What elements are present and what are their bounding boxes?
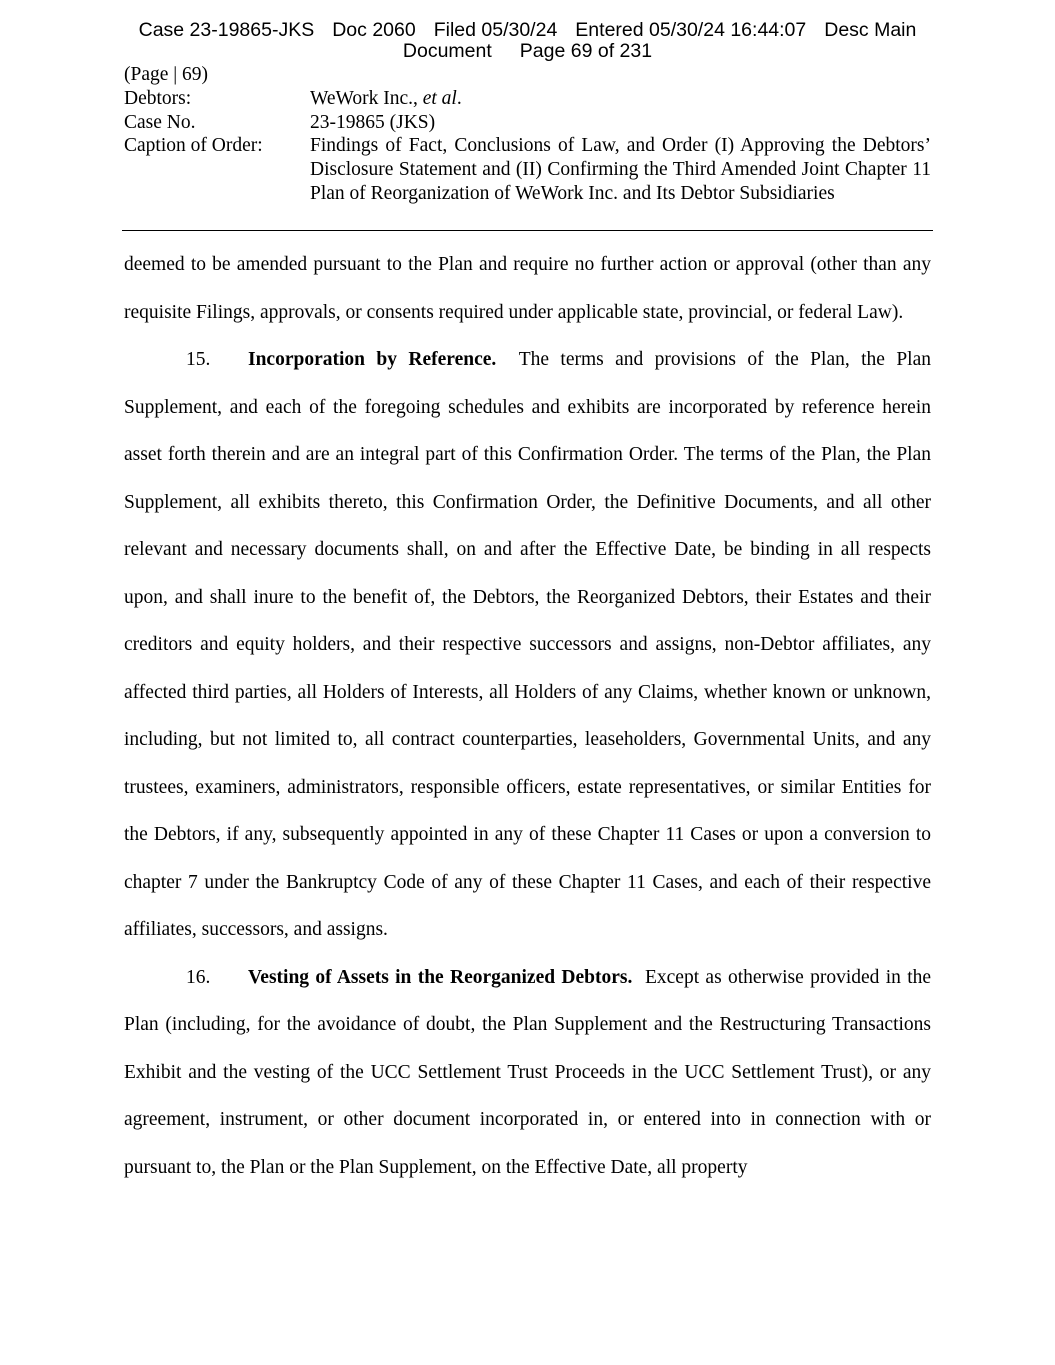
caption-order-row <box>124 134 931 205</box>
entered-date-stamp: Entered 05/30/24 16:44:07 <box>575 19 807 41</box>
debtors-label: Debtors: <box>124 87 192 109</box>
caption-debtors-row <box>124 87 931 111</box>
caption-divider <box>122 230 933 231</box>
paragraph-16-number: 16. <box>186 966 211 988</box>
paragraph-16-text: Except as otherwise provided in the Plan (including, for the avoidance of doubt, the Plan Supplement and the Restructuring Transactions Exhibit and the vesting of the UCC Settlement Trust Proceeds in the UCC Settlement Trust), or any agreement, instrument, or other document incorporated in, or entered into in connection with or pursuant to, the Plan or the Plan Supplement, on the Effective Date, all property <box>124 966 932 1178</box>
page-count-stamp: Page 69 of 231 <box>519 40 653 62</box>
case-caption-block <box>124 63 931 206</box>
desc-stamp: Desc Main <box>824 19 917 41</box>
order-value: Findings of Fact, Conclusions of Law, and Order (I) Approving the Debtors’ Disclosure Statement and (II) Confirming the Third Amended Joint Chapter 11 Plan of Reorganization of WeWork Inc. and Its Debtor Subsidiaries <box>310 135 931 204</box>
order-label: Caption of Order: <box>124 135 263 157</box>
paragraph-15-heading: Incorporation by Reference. <box>248 349 497 370</box>
filing-header-line-1 <box>0 20 1055 41</box>
filed-date-stamp: Filed 05/30/24 <box>433 19 558 41</box>
paragraph-15-number: 15. <box>186 349 211 370</box>
case-number-stamp: Case 23-19865-JKS <box>138 19 315 41</box>
filing-header-line-2 <box>0 41 1055 62</box>
paragraph-15 <box>124 336 931 954</box>
page-label: (Page | 69) <box>124 64 209 85</box>
paragraph-16 <box>124 954 931 1192</box>
court-filing-header <box>0 20 1055 62</box>
document-body <box>124 241 931 1191</box>
debtors-etal: et al <box>422 87 457 109</box>
debtors-name: WeWork Inc., <box>310 87 423 109</box>
debtors-period: . <box>456 87 462 109</box>
doc-number-stamp: Doc 2060 <box>332 19 416 41</box>
debtors-value <box>310 87 931 111</box>
document-stamp: Document <box>402 40 492 62</box>
caption-case-row <box>124 111 931 135</box>
case-value: 23-19865 (JKS) <box>310 111 436 133</box>
paragraph-15-text: The terms and provisions of the Plan, the Plan Supplement, and each of the foregoing schedules and exhibits are incorporated by reference herein asset forth therein and are an integral part of this Confirmation Order. The terms of the Plan, the Plan Supplement, all exhibits thereto, this Confirmation Order, the Definitive Documents, and all other relevant and necessary documents shall, on and after the Effective Date, be binding in all respects upon, and shall inure to the benefit of, the Debtors, the Reorganized Debtors, their Estates and their creditors and equity holders, and their respective successors and assigns, non-Debtor affiliates, any affected third parties, all Holders of Interests, all Holders of any Claims, whether known or unknown, including, but not limited to, all contract counterparties, leaseholders, Governmental Units, and any trustees, examiners, administrators, responsible officers, estate representatives, or similar Entities for the Debtors, if any, subsequently appointed in any of these Chapter 11 Cases or upon a conversion to chapter 7 under the Bankruptcy Code of any of these Chapter 11 Cases, and each of their respective affiliates, successors, and assigns. <box>124 349 931 940</box>
caption-page-row <box>124 63 931 87</box>
paragraph-16-heading: Vesting of Assets in the Reorganized Debtors. <box>248 966 633 988</box>
case-label: Case No. <box>124 111 196 133</box>
continuation-paragraph: deemed to be amended pursuant to the Plan and require no further action or approval (other than any requisite Filings, approvals, or consents required under applicable state, provincial, or federal Law). <box>124 254 931 323</box>
